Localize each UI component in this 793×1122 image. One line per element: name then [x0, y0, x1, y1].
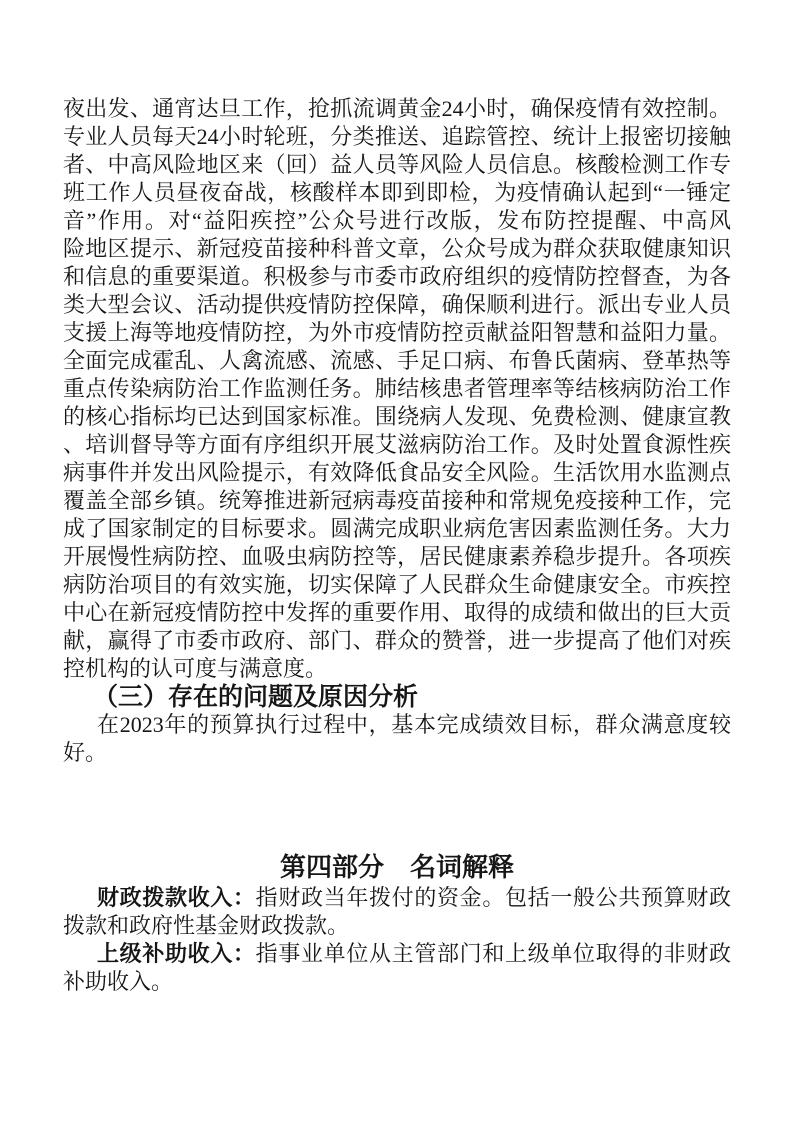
- term2-definition-line1: [63, 940, 731, 968]
- term1-definition-text: 指财政当年拨付的资金。包括一般公共预算财政: [255, 885, 731, 910]
- text-line: 班工作人员昼夜奋战，核酸样本即到即检，为疫情确认起到“一锤定: [63, 180, 731, 205]
- term1-definition-line1: [63, 884, 731, 912]
- report-body: [63, 95, 731, 996]
- problems-analysis-paragraph: [63, 711, 731, 767]
- text-line: 好。: [63, 740, 108, 765]
- text-line: 全面完成霍乱、人禽流感、流感、手足口病、布鲁氏菌病、登革热等: [63, 348, 731, 373]
- text-line: 重点传染病防治工作监测任务。肺结核患者管理率等结核病防治工作: [63, 376, 731, 401]
- text-line: 类大型会议、活动提供疫情防控保障，确保顺利进行。派出专业人员: [63, 292, 731, 317]
- term2-label: 上级补助收入：: [97, 941, 256, 966]
- text-line: 开展慢性病防控、血吸虫病防控等，居民健康素养稳步提升。各项疾: [63, 544, 731, 569]
- text-line: 夜出发、通宵达旦工作，抢抓流调黄金24小时，确保疫情有效控制。: [63, 96, 731, 121]
- performance-summary-paragraph: [63, 95, 731, 683]
- text-line: 病事件并发出风险提示，有效降低食品安全风险。生活饮用水监测点: [63, 460, 731, 485]
- text-line: 控机构的认可度与满意度。: [63, 656, 328, 681]
- text-line: 的核心指标均已达到国家标准。围绕病人发现、免费检测、健康宣教: [63, 404, 731, 429]
- term2-definition-line2: 补助收入。: [63, 969, 174, 994]
- term1-label: 财政拨款收入：: [97, 885, 256, 910]
- text-line: 覆盖全部乡镇。统筹推进新冠病毒疫苗接种和常规免疫接种工作，完: [63, 488, 731, 513]
- text-line: 、培训督导等方面有序组织开展艾滋病防治工作。及时处置食源性疾: [63, 432, 731, 457]
- text-line: 成了国家制定的目标要求。圆满完成职业病危害因素监测任务。大力: [63, 516, 731, 541]
- term2-definition-text: 指事业单位从主管部门和上级单位取得的非财政: [255, 941, 731, 966]
- text-line: 支援上海等地疫情防控，为外市疫情防控贡献益阳智慧和益阳力量。: [63, 320, 731, 345]
- text-line: 险地区提示、新冠疫苗接种科普文章，公众号成为群众获取健康知识: [63, 236, 731, 261]
- text-line: 音”作用。对“益阳疾控”公众号进行改版，发布防控提醒、中高风: [63, 208, 731, 233]
- section-heading-problems-analysis: （三）存在的问题及原因分析: [93, 683, 419, 711]
- text-line: 献，赢得了市委市政府、部门、群众的赞誉，进一步提高了他们对疾: [63, 628, 731, 653]
- text-line: 和信息的重要渠道。积极参与市委市政府组织的疫情防控督查，为各: [63, 264, 731, 289]
- text-line: 在2023年的预算执行过程中，基本完成绩效目标，群众满意度较: [97, 712, 731, 737]
- text-line: 专业人员每天24小时轮班，分类推送、追踪管控、统计上报密切接触: [63, 124, 731, 149]
- text-line: 者、中高风险地区来（回）益人员等风险人员信息。核酸检测工作专: [63, 152, 731, 177]
- part4-heading: 第四部分 名词解释: [279, 852, 514, 882]
- text-line: 中心在新冠疫情防控中发挥的重要作用、取得的成绩和做出的巨大贡: [63, 600, 731, 625]
- text-line: 病防治项目的有效实施，切实保障了人民群众生命健康安全。市疾控: [63, 572, 731, 597]
- term1-definition-line2: 拨款和政府性基金财政拨款。: [63, 913, 350, 938]
